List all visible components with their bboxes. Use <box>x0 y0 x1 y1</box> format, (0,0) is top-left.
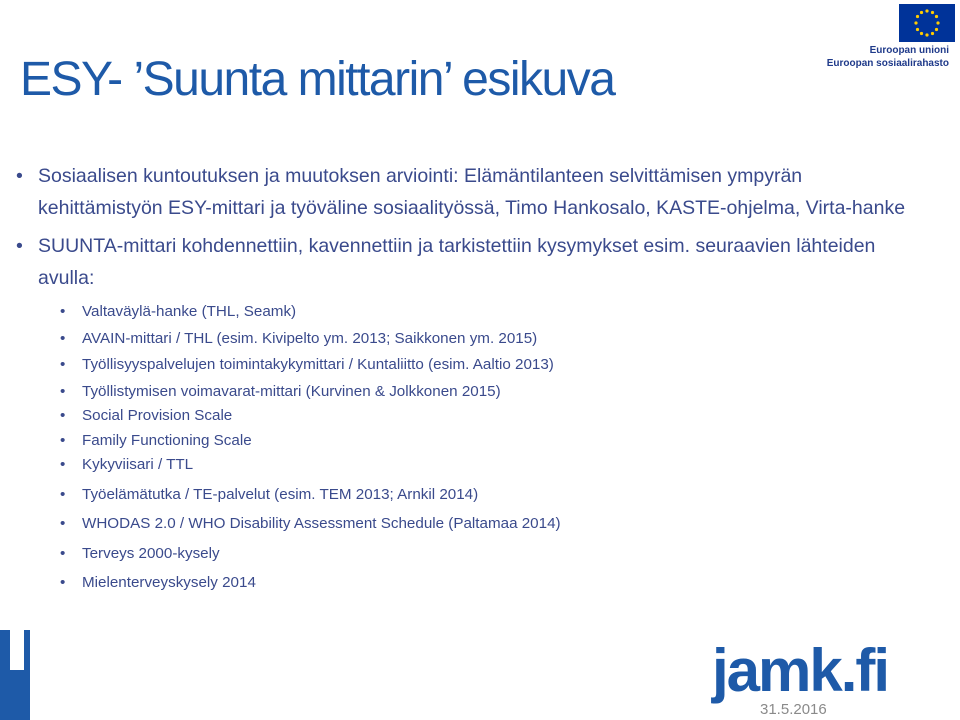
sub-bullet-text: Kykyviisari / TTL <box>82 456 194 473</box>
bullet-dot-icon: • <box>60 574 66 591</box>
sub-bullet-text: Family Functioning Scale <box>82 431 252 449</box>
bullet-dot-icon: • <box>60 303 66 320</box>
sub-bullet-item <box>16 327 916 352</box>
sub-bullet-item <box>16 353 916 378</box>
sub-bullet-item <box>16 300 916 325</box>
eu-flag-icon <box>899 4 955 42</box>
eu-logo-line1: Euroopan unioni <box>869 45 949 56</box>
eu-logo-line2: Euroopan sosiaalirahasto <box>826 58 949 69</box>
sub-bullet-item <box>16 483 916 508</box>
bullet-dot-icon: • <box>60 485 66 503</box>
sub-bullet-text: Työllistymisen voimavarat-mittari (Kurvinen & Jolkkonen 2015) <box>82 382 501 400</box>
bullet-dot-icon: • <box>60 544 66 562</box>
bullet-item <box>16 230 916 294</box>
sub-bullet-item <box>16 453 916 478</box>
sub-bullet-text: AVAIN-mittari / THL (esim. Kivipelto ym. 2013; Saikkonen ym. 2015) <box>82 329 538 347</box>
bullet-dot-icon: • <box>60 382 66 400</box>
slide-content <box>16 160 916 596</box>
sub-bullet-text: Työllisyyspalvelujen toimintakykymittari / Kuntaliitto (esim. Aaltio 2013) <box>82 356 554 373</box>
bullet-dot-icon: • <box>60 456 66 473</box>
sub-bullet-text: Mielenterveyskysely 2014 <box>82 574 256 591</box>
sub-bullet-text: Terveys 2000-kysely <box>82 544 220 562</box>
sub-bullet-item <box>16 429 916 454</box>
sub-bullet-item <box>16 380 916 405</box>
bullet-dot-icon: • <box>16 165 23 187</box>
bullet-dot-icon: • <box>60 407 66 424</box>
bullet-text: Sosiaalisen kuntoutuksen ja muutoksen arviointi: Elämäntilanteen selvittämisen ympyrän kehittämistyön ESY-mittari ja työväline sosiaalityössä, Timo Hankosalo, KASTE-ohjelma, Virta-hanke <box>38 165 906 219</box>
eu-logo <box>826 4 955 70</box>
left-accent-notch <box>10 630 24 670</box>
bullet-dot-icon: • <box>60 356 66 373</box>
bullet-text: SUUNTA-mittari kohdennettiin, kavennettiin ja tarkistettiin kysymykset esim. seuraavien lähteiden avulla: <box>38 235 876 289</box>
sub-bullet-item <box>16 512 916 537</box>
bullet-dot-icon: • <box>60 515 66 532</box>
bullet-item <box>16 160 916 224</box>
bullet-dot-icon: • <box>60 431 66 449</box>
sub-bullet-text: Social Provision Scale <box>82 407 233 424</box>
sub-bullet-text: WHODAS 2.0 / WHO Disability Assessment Schedule (Paltamaa 2014) <box>82 515 561 532</box>
sub-bullet-text: Työelämätutka / TE-palvelut (esim. TEM 2013; Arnkil 2014) <box>82 485 479 503</box>
bullet-dot-icon: • <box>60 329 66 347</box>
sub-bullet-item <box>16 542 916 567</box>
jamk-logo: jamk.fi <box>712 637 889 704</box>
slide-date: 31.5.2016 <box>760 701 827 718</box>
sub-bullet-text: Valtaväylä-hanke (THL, Seamk) <box>82 303 297 320</box>
slide-title: ESY- ’Suunta mittarin’ esikuva <box>20 53 615 106</box>
sub-bullet-item <box>16 571 916 596</box>
sub-bullet-item <box>16 404 916 429</box>
bullet-dot-icon: • <box>16 235 23 257</box>
